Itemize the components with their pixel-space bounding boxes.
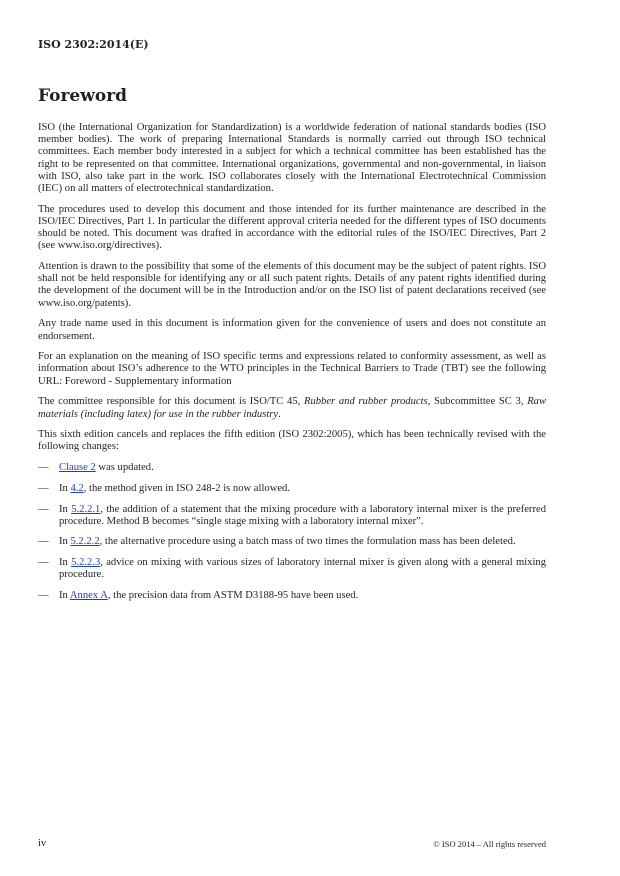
dash-marker: — bbox=[38, 557, 49, 569]
item-prefix: In bbox=[59, 503, 72, 515]
dash-marker: — bbox=[38, 536, 49, 548]
item-prefix: In bbox=[59, 482, 71, 494]
committee-paragraph bbox=[38, 396, 546, 420]
annex-link[interactable]: Annex A bbox=[69, 590, 108, 602]
item-text: , the precision data from ASTM D3188-95 have been used. bbox=[107, 590, 359, 602]
paragraph: Any trade name used in this document is information given for the convenience of users and does not constitute an endorsement. bbox=[38, 318, 546, 342]
foreword-body bbox=[38, 122, 546, 611]
list-item bbox=[38, 536, 546, 548]
paragraph: ISO (the International Organization for Standardization) is a worldwide federation of national standards bodies (ISO member bodies). The work of preparing International Standards is normally carried out through ISO technical committees. Each member body interested in a subject for which a technical committee has been established has the right to be represented on that committee. International organizations, governmental and non-governmental, in liaison with ISO, also take part in the work. ISO collaborates closely with the International Electrotechnical Commission (IEC) on all matters of electrotechnical standardization. bbox=[38, 122, 546, 195]
list-item bbox=[38, 557, 546, 581]
committee-text: The committee responsible for this document is ISO/TC 45, bbox=[38, 396, 304, 408]
item-text: , the addition of a statement that the mixing procedure with a laboratory internal mixer is the preferred procedure. Method B becomes “single stage mixing with a laboratory internal mixer”. bbox=[59, 503, 546, 527]
clause-link[interactable]: 5.2.2.2 bbox=[70, 536, 100, 548]
copyright-notice: © ISO 2014 – All rights reserved bbox=[433, 839, 546, 849]
clause-link[interactable]: Clause 2 bbox=[59, 462, 96, 474]
paragraph: This sixth edition cancels and replaces the fifth edition (ISO 2302:2005), which has been technically revised with the following changes: bbox=[38, 429, 546, 453]
dash-marker: — bbox=[38, 590, 49, 602]
page-number: iv bbox=[38, 838, 47, 849]
item-text: , the method given in ISO 248-2 is now allowed. bbox=[83, 482, 290, 494]
list-item bbox=[38, 590, 546, 602]
list-item bbox=[38, 462, 546, 474]
clause-link[interactable]: 5.2.2.1 bbox=[71, 503, 101, 515]
paragraph: For an explanation on the meaning of ISO specific terms and expressions related to conformity assessment, as well as information about ISO’s adherence to the WTO principles in the Technical Barriers to Trade (TBT) see the following URL: Foreword - Supplementary information bbox=[38, 351, 546, 387]
item-text: was updated. bbox=[95, 462, 154, 474]
list-item bbox=[38, 504, 546, 528]
dash-marker: — bbox=[38, 482, 49, 494]
item-prefix: In bbox=[59, 557, 72, 569]
changes-list bbox=[38, 462, 546, 602]
list-item bbox=[38, 483, 546, 495]
item-text: , the alternative procedure using a batch mass of two times the formulation mass has been deleted. bbox=[99, 536, 516, 548]
item-text: , advice on mixing with various sizes of laboratory internal mixer is given along with a general mixing procedure. bbox=[59, 557, 546, 581]
clause-link[interactable]: 5.2.2.3 bbox=[71, 557, 101, 569]
dash-marker: — bbox=[38, 503, 49, 515]
document-id: ISO 2302:2014(E) bbox=[38, 38, 149, 51]
subcommittee-name: Raw materials (including latex) for use in the rubber industry bbox=[38, 396, 547, 420]
committee-text: . bbox=[278, 408, 281, 420]
item-prefix: In bbox=[59, 536, 71, 548]
paragraph: The procedures used to develop this document and those intended for its further maintenance are described in the ISO/IEC Directives, Part 1. In particular the different approval criteria needed for the different types of ISO documents should be noted. This document was drafted in accordance with the editorial rules of the ISO/IEC Directives, Part 2 (see www.iso.org/directives). bbox=[38, 203, 546, 252]
page-title: Foreword bbox=[38, 86, 128, 106]
dash-marker: — bbox=[38, 462, 49, 474]
committee-name: Rubber and rubber products bbox=[303, 396, 428, 408]
item-prefix: In bbox=[59, 590, 70, 602]
clause-link[interactable]: 4.2 bbox=[70, 482, 84, 494]
paragraph: Attention is drawn to the possibility that some of the elements of this document may be the subject of patent rights. ISO shall not be held responsible for identifying any or all such patent rights. Details of any patent rights identified during the development of the document will be in the Introduction and/or on the ISO list of patent declarations received (see www.iso.org/patents). bbox=[38, 261, 546, 309]
committee-text: , Subcommittee SC 3, bbox=[427, 396, 528, 408]
